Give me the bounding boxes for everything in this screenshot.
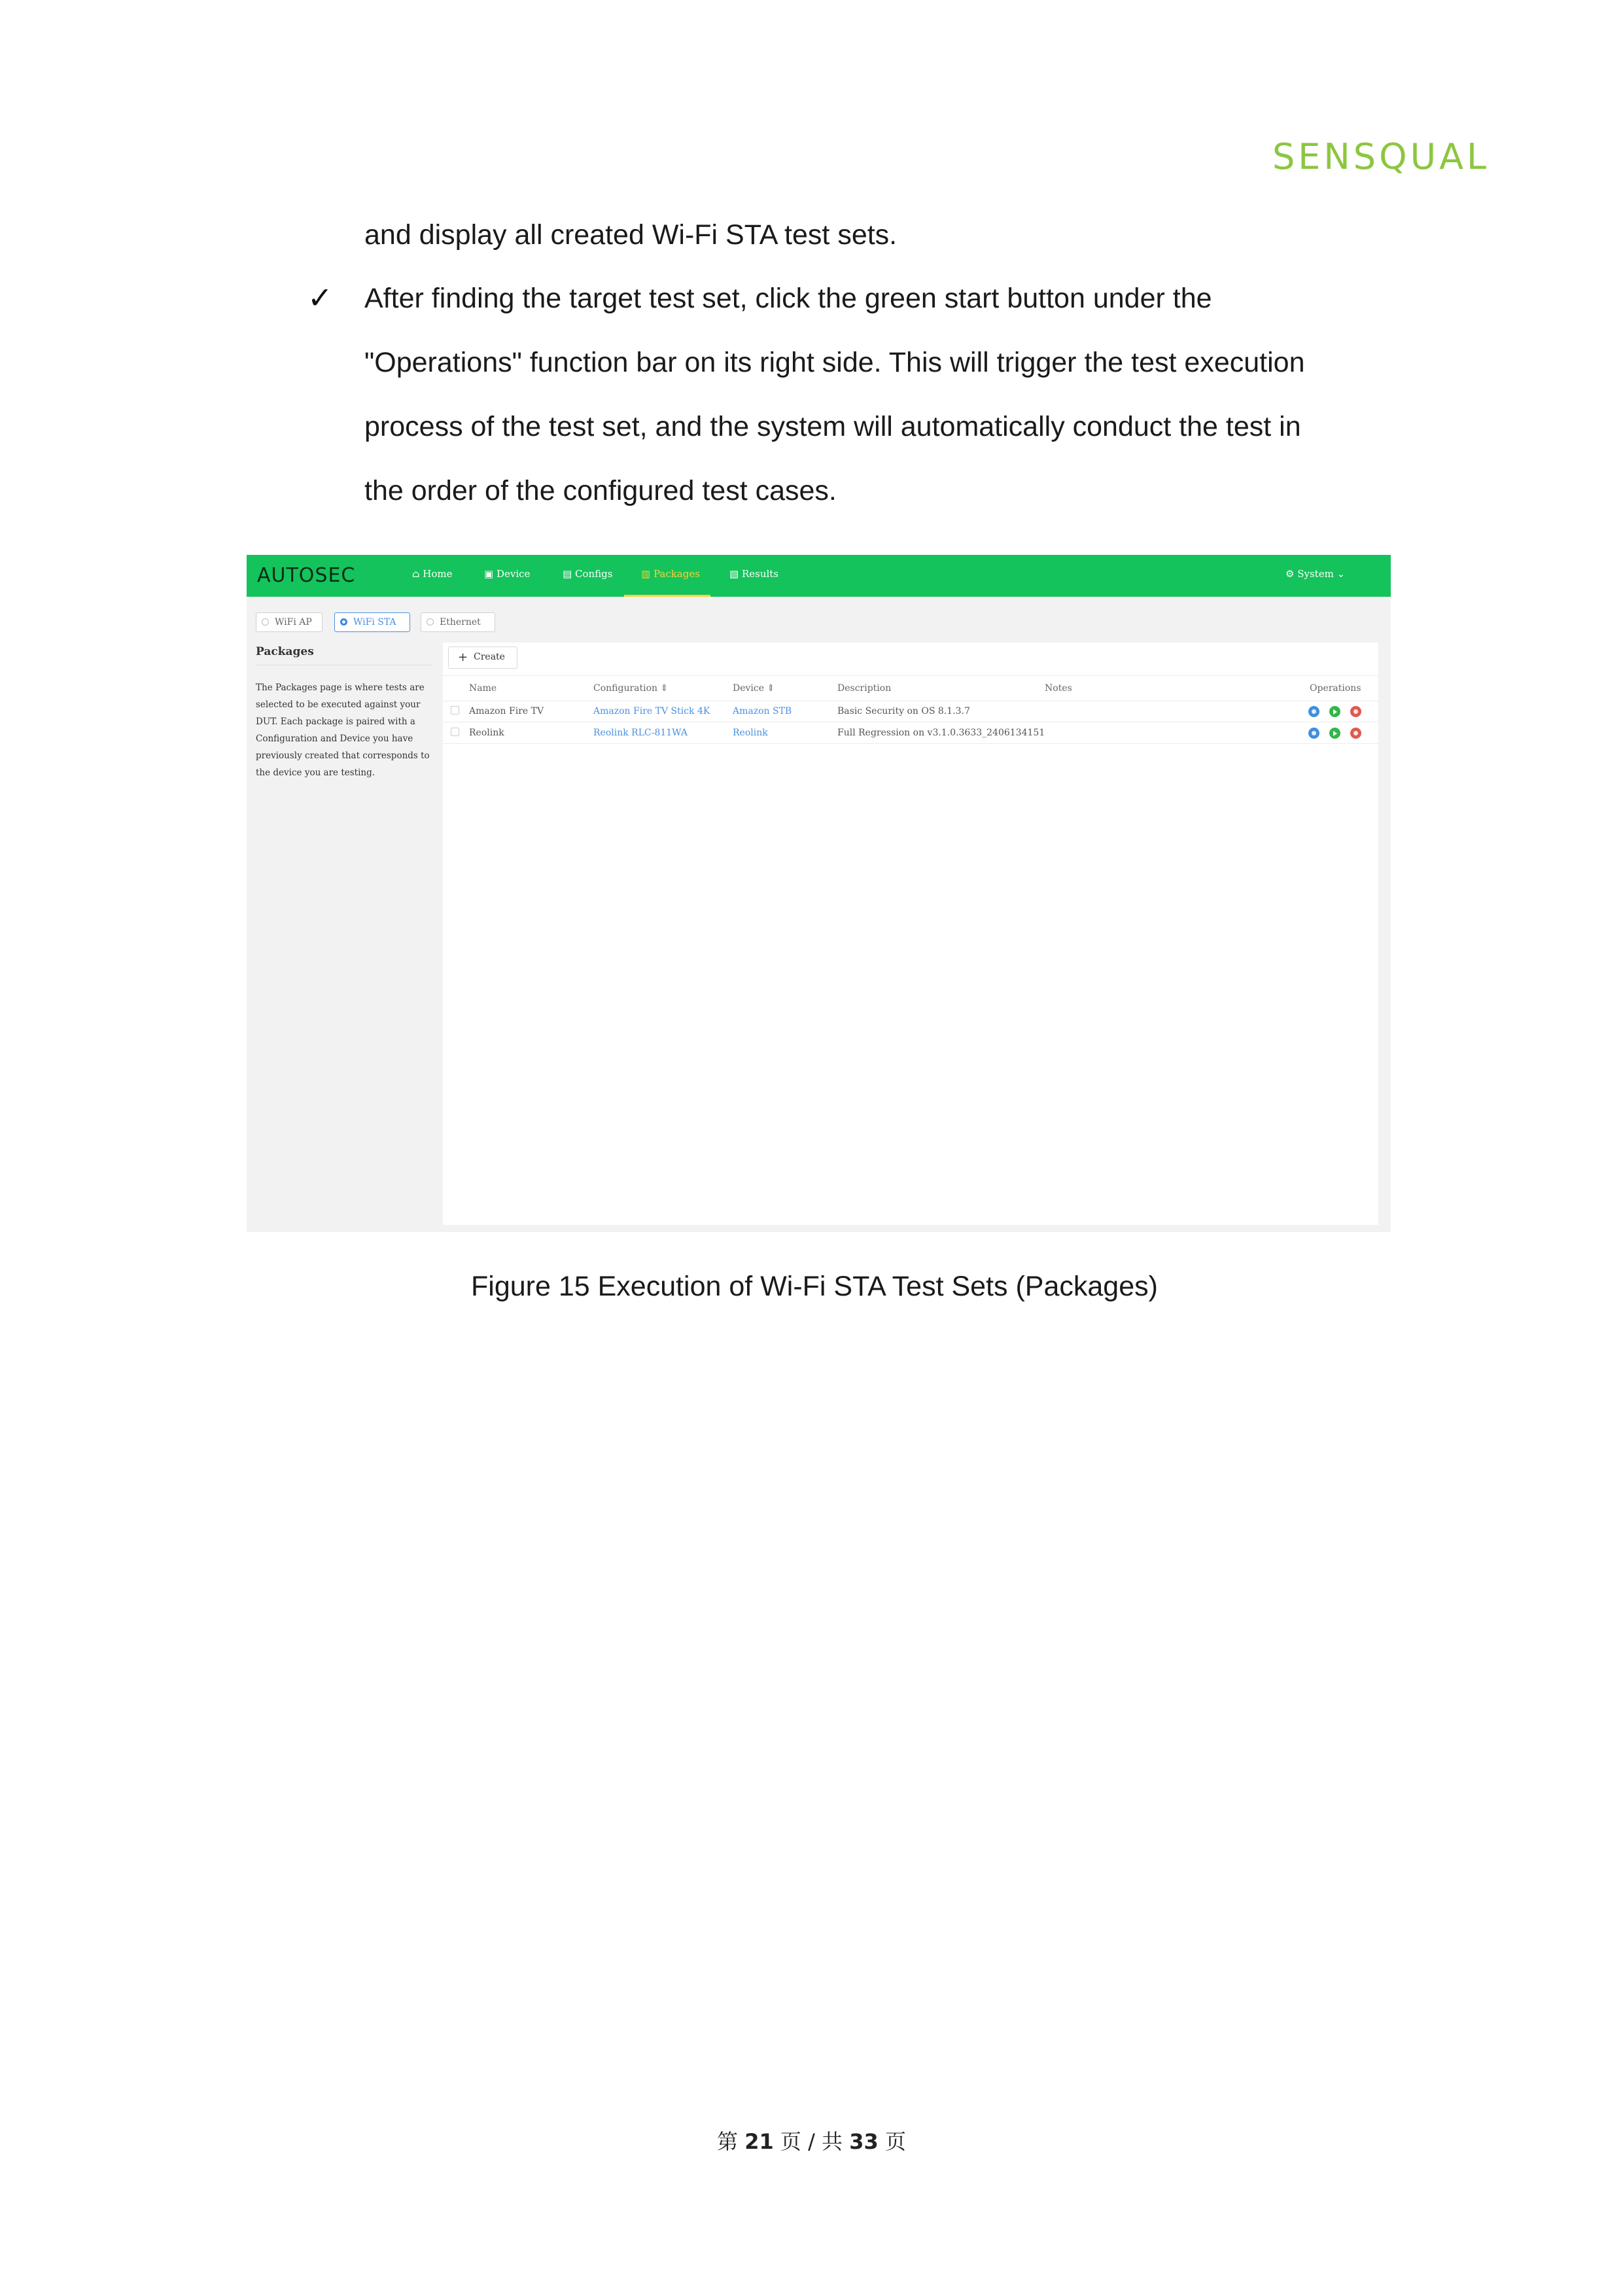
- figure-caption: Figure 15 Execution of Wi-Fi STA Test Sets (Packages): [471, 1271, 1158, 1302]
- column-header-device[interactable]: [733, 683, 775, 694]
- row-checkbox[interactable]: [451, 728, 459, 736]
- radio-label: Ethernet: [440, 617, 481, 627]
- paragraph-line: After finding the target test set, click the green start button under the: [364, 283, 1212, 314]
- radio-label: WiFi AP: [275, 617, 312, 627]
- cell-description: Full Regression on v3.1.0.3633_2406134151: [837, 728, 1045, 738]
- app-brand-logo: AUTOSEC: [257, 564, 356, 587]
- nav-item-packages[interactable]: ▥ Packages: [641, 568, 700, 580]
- info-icon[interactable]: [1308, 706, 1319, 717]
- column-header-name: Name: [469, 683, 497, 694]
- paragraph-line: and display all created Wi-Fi STA test sets.: [364, 219, 898, 251]
- nav-item-label: Home: [423, 568, 453, 580]
- table-header: [443, 675, 1378, 701]
- footer-middle: 页 / 共: [780, 2129, 843, 2154]
- packages-panel: [443, 643, 1378, 1225]
- chevron-down-icon: ⌄: [1336, 568, 1346, 580]
- start-icon[interactable]: [1329, 706, 1340, 717]
- footer-prefix: 第: [717, 2129, 739, 2154]
- table-row: [443, 701, 1378, 722]
- nav-item-label: Packages: [653, 568, 700, 580]
- row-checkbox[interactable]: [451, 706, 459, 715]
- app-navbar: [247, 555, 1391, 597]
- radio-wifi-sta[interactable]: [334, 612, 410, 632]
- column-header-label: Configuration: [593, 683, 658, 694]
- total-pages: 33: [849, 2129, 879, 2154]
- radio-circle-icon: [427, 618, 434, 626]
- delete-icon[interactable]: [1350, 728, 1361, 739]
- column-header-configuration[interactable]: [593, 683, 668, 694]
- page-number: 21: [744, 2129, 774, 2154]
- radio-ethernet[interactable]: [421, 612, 495, 632]
- nav-item-device[interactable]: ▣ Device: [484, 568, 531, 580]
- paragraph-line: "Operations" function bar on its right side. This will trigger the test execution: [364, 347, 1305, 378]
- check-bullet-icon: ✓: [307, 280, 333, 315]
- sidebar-description: The Packages page is where tests are selected to be executed against your DUT. Each package is paired with a Configuration and Device you have previously created that corresponds to the device you are testing.: [256, 682, 430, 778]
- nav-active-indicator: [624, 595, 710, 597]
- sidebar-title: Packages: [256, 645, 314, 658]
- nav-item-home[interactable]: ⌂ Home: [412, 568, 453, 580]
- nav-item-results[interactable]: ▧ Results: [729, 568, 779, 580]
- cell-name: Amazon Fire TV: [469, 706, 544, 716]
- figure-screenshot: [247, 555, 1391, 1232]
- cell-device-link[interactable]: Reolink: [733, 728, 768, 738]
- cell-configuration-link[interactable]: Amazon Fire TV Stick 4K: [593, 706, 710, 716]
- table-row: [443, 722, 1378, 744]
- sort-icon[interactable]: ⇕: [660, 683, 669, 694]
- cell-device-link[interactable]: Amazon STB: [733, 706, 792, 716]
- nav-item-label: Configs: [574, 568, 613, 580]
- create-button-label: Create: [474, 652, 505, 662]
- create-button[interactable]: [448, 646, 517, 669]
- column-header-description: Description: [837, 683, 892, 694]
- info-icon[interactable]: [1308, 728, 1319, 739]
- paragraph-line: the order of the configured test cases.: [364, 475, 837, 506]
- column-header-label: Device: [733, 683, 765, 694]
- nav-item-label: Device: [496, 568, 531, 580]
- cell-description: Basic Security on OS 8.1.3.7: [837, 706, 970, 716]
- radio-label: WiFi STA: [353, 617, 396, 627]
- radio-selected-icon: [340, 618, 347, 626]
- radio-circle-icon: [262, 618, 269, 626]
- cell-configuration-link[interactable]: Reolink RLC-811WA: [593, 728, 688, 738]
- column-header-notes: Notes: [1045, 683, 1072, 694]
- sort-icon[interactable]: ⇕: [767, 683, 775, 694]
- system-menu[interactable]: ⚙ System ⌄: [1285, 568, 1346, 580]
- start-icon[interactable]: [1329, 728, 1340, 739]
- page-footer: [0, 2125, 1623, 2155]
- company-logo: SENSQUAL: [1272, 136, 1490, 177]
- paragraph-line: process of the test set, and the system will automatically conduct the test in: [364, 411, 1301, 442]
- radio-wifi-ap[interactable]: [256, 612, 323, 632]
- delete-icon[interactable]: [1350, 706, 1361, 717]
- nav-item-configs[interactable]: ▤ Configs: [563, 568, 613, 580]
- cell-name: Reolink: [469, 728, 504, 738]
- plus-icon: +: [458, 650, 468, 664]
- nav-item-label: Results: [741, 568, 779, 580]
- footer-suffix: 页: [884, 2129, 906, 2154]
- column-header-operations: Operations: [1310, 683, 1361, 694]
- system-menu-label: System: [1297, 568, 1334, 580]
